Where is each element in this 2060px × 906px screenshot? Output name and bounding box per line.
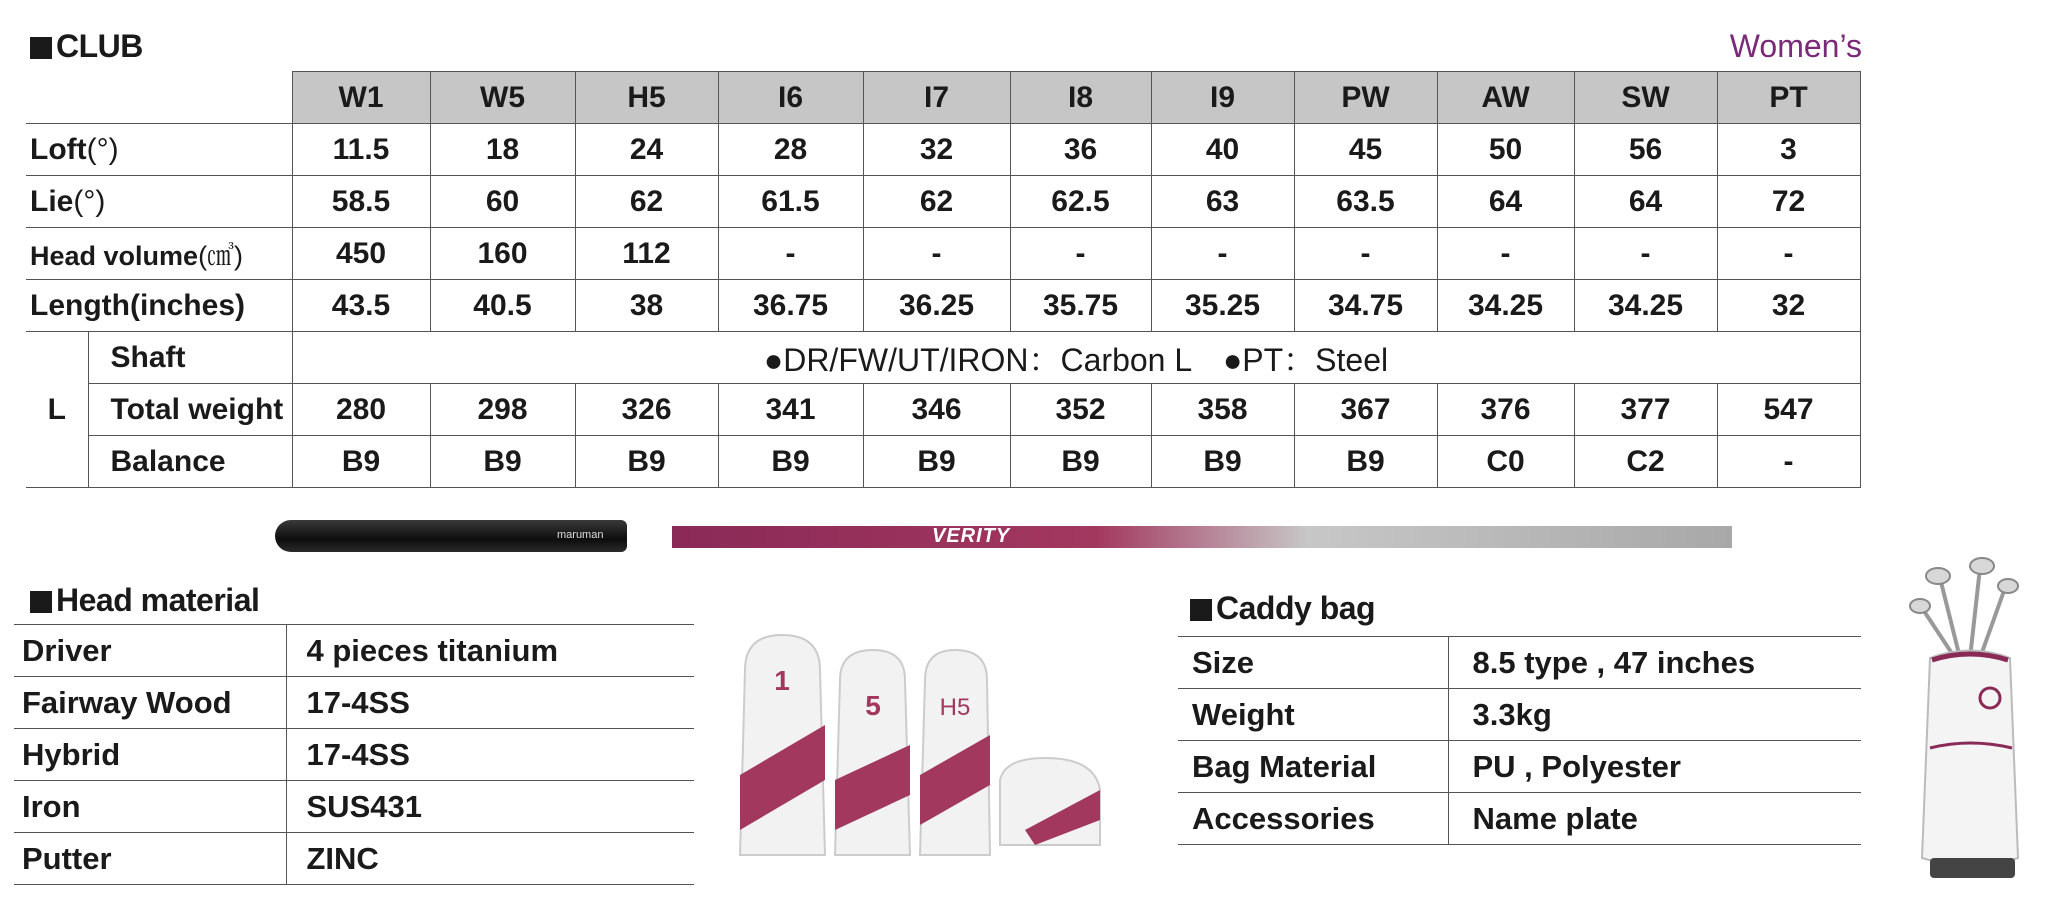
cell: - xyxy=(1437,228,1574,280)
row-label-loft xyxy=(26,124,292,176)
womens-label: Women’s xyxy=(1729,28,1862,64)
caddy-bag-image xyxy=(1900,548,2040,888)
cell: 36.75 xyxy=(718,280,863,332)
col-header: PT xyxy=(1717,72,1860,124)
unit-text: (°) xyxy=(73,184,106,218)
label-text: Lie xyxy=(30,184,74,218)
shaft-brand-text: VERITY xyxy=(932,525,1011,547)
cell: 3 xyxy=(1717,124,1860,176)
col-header: SW xyxy=(1574,72,1717,124)
material-value: 17-4SS xyxy=(286,677,694,729)
head-material-title xyxy=(30,582,259,619)
table-row xyxy=(1178,741,1861,793)
row-label-total-weight: Total weight xyxy=(88,384,292,436)
cell: B9 xyxy=(292,436,430,488)
table-row xyxy=(14,625,694,677)
shaft-spec: ●DR/FW/UT/IRON：Carbon L ●PT：Steel xyxy=(292,332,1860,384)
label-text: Head volume xyxy=(30,241,199,271)
cell: 450 xyxy=(292,228,430,280)
head-material-title-text: Head material xyxy=(56,582,260,618)
shaft-row xyxy=(26,332,1860,384)
headcover-5 xyxy=(835,650,910,855)
cell: 72 xyxy=(1717,176,1860,228)
item-label: Weight xyxy=(1178,689,1448,741)
headcover-h5 xyxy=(920,650,990,855)
material-value: 17-4SS xyxy=(286,729,694,781)
row-label-head-volume xyxy=(26,228,292,280)
col-header: W1 xyxy=(292,72,430,124)
cell: 64 xyxy=(1437,176,1574,228)
cell: B9 xyxy=(1294,436,1437,488)
part-label: Driver xyxy=(14,625,286,677)
cell: 45 xyxy=(1294,124,1437,176)
cell: 112 xyxy=(575,228,718,280)
table-row xyxy=(1178,637,1861,689)
row-label-lie xyxy=(26,176,292,228)
cell: B9 xyxy=(1151,436,1294,488)
square-bullet-icon xyxy=(1190,599,1212,621)
cell: 60 xyxy=(430,176,575,228)
unit-text: (°) xyxy=(86,132,119,166)
item-label: Accessories xyxy=(1178,793,1448,845)
table-row xyxy=(14,729,694,781)
cell: 298 xyxy=(430,384,575,436)
cell: 367 xyxy=(1294,384,1437,436)
total-weight-row xyxy=(26,384,1860,436)
cell: 62 xyxy=(575,176,718,228)
club-title-text: CLUB xyxy=(56,28,143,64)
col-header: PW xyxy=(1294,72,1437,124)
cell: 11.5 xyxy=(292,124,430,176)
part-label: Hybrid xyxy=(14,729,286,781)
cell: - xyxy=(1294,228,1437,280)
item-value: PU , Polyester xyxy=(1448,741,1861,793)
material-value: 4 pieces titanium xyxy=(286,625,694,677)
cell: 160 xyxy=(430,228,575,280)
col-header: W5 xyxy=(430,72,575,124)
cell: 28 xyxy=(718,124,863,176)
table-row xyxy=(14,833,694,885)
caddy-bag-table xyxy=(1178,636,1861,845)
cell: 64 xyxy=(1574,176,1717,228)
cell: 38 xyxy=(575,280,718,332)
table-row xyxy=(1178,689,1861,741)
cell: - xyxy=(1574,228,1717,280)
item-value: 3.3kg xyxy=(1448,689,1861,741)
cell: - xyxy=(863,228,1010,280)
head-volume-row xyxy=(26,228,1860,280)
table-row xyxy=(1178,793,1861,845)
length-row xyxy=(26,280,1860,332)
cell: B9 xyxy=(575,436,718,488)
cell: 58.5 xyxy=(292,176,430,228)
corner-cell xyxy=(26,72,292,124)
item-value: Name plate xyxy=(1448,793,1861,845)
cell: - xyxy=(718,228,863,280)
cell: 40 xyxy=(1151,124,1294,176)
cell: 376 xyxy=(1437,384,1574,436)
flex-label: L xyxy=(26,332,88,488)
part-label: Putter xyxy=(14,833,286,885)
cell: - xyxy=(1717,436,1860,488)
cell: 40.5 xyxy=(430,280,575,332)
cell: 34.25 xyxy=(1574,280,1717,332)
col-header: AW xyxy=(1437,72,1574,124)
part-label: Iron xyxy=(14,781,286,833)
cell: 18 xyxy=(430,124,575,176)
col-header: I7 xyxy=(863,72,1010,124)
cell: - xyxy=(1151,228,1294,280)
grip-brand-text: maruman xyxy=(557,529,604,541)
headcover-putter xyxy=(1000,758,1100,845)
shaft-image xyxy=(672,526,1732,548)
row-label-balance: Balance xyxy=(88,436,292,488)
cell: 62 xyxy=(863,176,1010,228)
cell: B9 xyxy=(863,436,1010,488)
row-label-length: Length(inches) xyxy=(26,280,292,332)
material-value: ZINC xyxy=(286,833,694,885)
headcover-number: H5 xyxy=(939,694,971,721)
square-bullet-icon xyxy=(30,591,52,613)
item-value: 8.5 type , 47 inches xyxy=(1448,637,1861,689)
loft-row xyxy=(26,124,1860,176)
item-label: Size xyxy=(1178,637,1448,689)
cell: 547 xyxy=(1717,384,1860,436)
label-text: Loft xyxy=(30,132,87,166)
cell: 63.5 xyxy=(1294,176,1437,228)
cell: 280 xyxy=(292,384,430,436)
cell: 358 xyxy=(1151,384,1294,436)
cell: 346 xyxy=(863,384,1010,436)
cell: 34.75 xyxy=(1294,280,1437,332)
lie-row xyxy=(26,176,1860,228)
club-heads xyxy=(1910,558,2018,613)
cell: - xyxy=(1010,228,1151,280)
square-bullet-icon xyxy=(30,37,52,59)
cell: 326 xyxy=(575,384,718,436)
cell: 50 xyxy=(1437,124,1574,176)
cell: - xyxy=(1717,228,1860,280)
table-row xyxy=(14,781,694,833)
cell: 36 xyxy=(1010,124,1151,176)
club-spec-table xyxy=(26,71,1861,488)
cell: 377 xyxy=(1574,384,1717,436)
cell: 43.5 xyxy=(292,280,430,332)
cell: 24 xyxy=(575,124,718,176)
caddy-bag-title xyxy=(1190,590,1375,627)
cell: B9 xyxy=(718,436,863,488)
cell: 34.25 xyxy=(1437,280,1574,332)
col-header: H5 xyxy=(575,72,718,124)
cell: 35.25 xyxy=(1151,280,1294,332)
balance-row xyxy=(26,436,1860,488)
headcovers-image xyxy=(725,630,1110,865)
cell: 62.5 xyxy=(1010,176,1151,228)
cell: C2 xyxy=(1574,436,1717,488)
header-row xyxy=(26,72,1860,124)
headcover-1 xyxy=(740,635,825,855)
cell: 36.25 xyxy=(863,280,1010,332)
club-section-title xyxy=(30,28,143,65)
row-label-shaft: Shaft xyxy=(88,332,292,384)
col-header: I8 xyxy=(1010,72,1151,124)
item-label: Bag Material xyxy=(1178,741,1448,793)
cell: B9 xyxy=(430,436,575,488)
headcover-number: 5 xyxy=(865,690,881,721)
cell: 32 xyxy=(1717,280,1860,332)
cell: 61.5 xyxy=(718,176,863,228)
grip-image xyxy=(275,520,627,552)
unit-text: (㎤) xyxy=(198,241,244,271)
table-row xyxy=(14,677,694,729)
cell: 32 xyxy=(863,124,1010,176)
cell: C0 xyxy=(1437,436,1574,488)
cell: 352 xyxy=(1010,384,1151,436)
cell: 56 xyxy=(1574,124,1717,176)
caddy-bag-title-text: Caddy bag xyxy=(1216,590,1376,626)
cell: 35.75 xyxy=(1010,280,1151,332)
cell: 63 xyxy=(1151,176,1294,228)
cell: B9 xyxy=(1010,436,1151,488)
head-material-table xyxy=(14,624,694,885)
headcover-number: 1 xyxy=(774,665,790,696)
col-header: I6 xyxy=(718,72,863,124)
cell: 341 xyxy=(718,384,863,436)
material-value: SUS431 xyxy=(286,781,694,833)
part-label: Fairway Wood xyxy=(14,677,286,729)
col-header: I9 xyxy=(1151,72,1294,124)
